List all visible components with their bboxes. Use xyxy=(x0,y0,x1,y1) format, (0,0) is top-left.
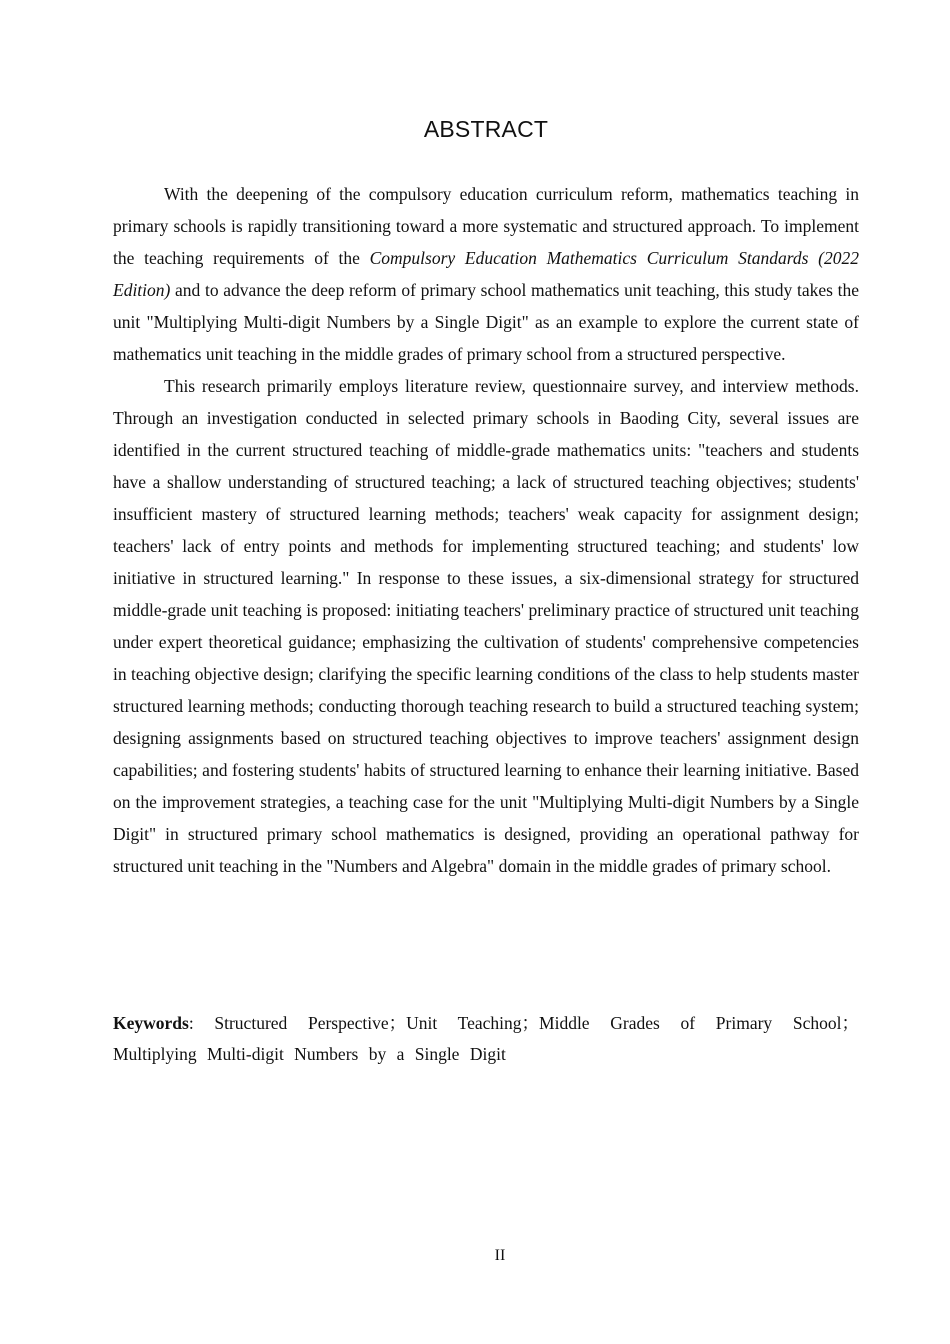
abstract-paragraph-1 xyxy=(113,178,859,370)
abstract-paragraph-2: This research primarily employs literature review, questionnaire survey, and interview methods. Through an investigation conducted in selected primary schools in Baoding City, several issues are identified in the current structured teaching of middle-grade mathematics units: "teachers and students have a shallow understanding of structured teaching; a lack of structured teaching objectives; students' insufficient mastery of structured learning methods; teachers' weak capacity for assignment design; teachers' lack of entry points and methods for implementing structured teaching; and students' low initiative in structured learning." In response to these issues, a six-dimensional strategy for structured middle-grade unit teaching is proposed: initiating teachers' preliminary practice of structured unit teaching under expert theoretical guidance; emphasizing the cultivation of students' comprehensive competencies in teaching objective design; clarifying the specific learning conditions of the class to help students master structured learning methods; conducting thorough teaching research to build a structured teaching system; designing assignments based on structured teaching objectives to improve teachers' assignment design capabilities; and fostering students' habits of structured learning to enhance their learning initiative. Based on the improvement strategies, a teaching case for the unit "Multiplying Multi-digit Numbers by a Single Digit" in structured primary school mathematics is designed, providing an operational pathway for structured unit teaching in the "Numbers and Algebra" domain in the middle grades of primary school. xyxy=(113,376,859,876)
abstract-body xyxy=(113,178,859,882)
page-number: II xyxy=(494,1247,506,1264)
paragraph-1-text-start: With the deepening of the compulsory education curriculum reform, mathematics teaching in primary schools is rapidly transitioning toward a more systematic and structured approach. To implement the teaching requirements of the xyxy=(113,184,859,268)
keywords-section xyxy=(113,1008,859,1070)
curriculum-standards-title: Compulsory Education Mathematics Curriculum Standards (2022 Edition) xyxy=(113,248,859,300)
paragraph-1-text-end: and to advance the deep reform of primary school mathematics unit teaching, this study takes the unit "Multiplying Multi-digit Numbers by a Single Digit" as an example to explore the current state of mathematics unit teaching in the middle grades of primary school from a structured perspective. xyxy=(113,280,859,364)
keywords-label: Keywords xyxy=(113,1013,189,1033)
keywords-list: : Structured Perspective；Unit Teaching；Middle Grades of Primary School；Multiplying Multi-digit Numbers by a Single Digit xyxy=(113,1013,859,1064)
abstract-title: ABSTRACT xyxy=(423,116,549,142)
